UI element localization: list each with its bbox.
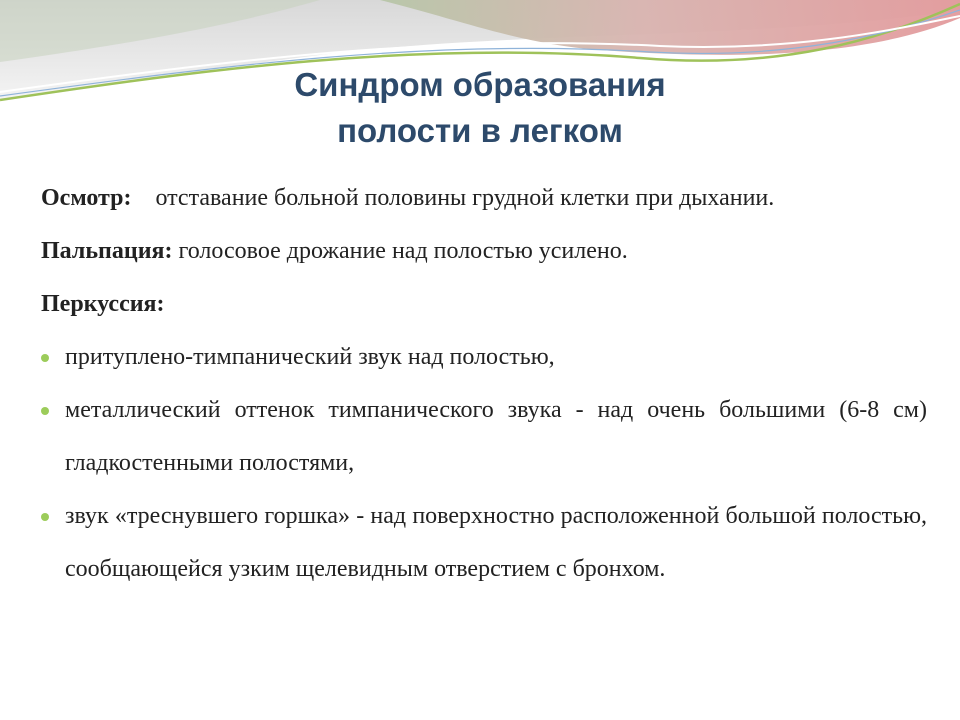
bullet-text: металлический оттенок тимпанического звука - над очень большими (6-8 см) гладкостенными полостями, <box>65 397 927 476</box>
bullet-icon <box>41 513 49 521</box>
title-line-2: полости в легком <box>337 112 623 149</box>
osmotr-text: отставание больной половины грудной клетки при дыхании. <box>155 185 775 211</box>
palpation-text: голосовое дрожание над полостью усилено. <box>178 238 628 264</box>
bullet-icon <box>41 407 49 415</box>
percussion-paragraph <box>41 278 927 331</box>
slide-title <box>170 62 790 154</box>
bullet-text: звук «треснувшего горшка» - над поверхностно расположенной большой полостью, сообщающейся узким щелевидным отверстием с бронхом. <box>65 503 927 582</box>
palpation-paragraph <box>41 225 927 278</box>
percussion-label: Перкуссия: <box>41 291 165 317</box>
slide-body <box>41 172 927 596</box>
percussion-bullet-list <box>41 331 927 596</box>
list-item <box>41 490 927 596</box>
bullet-text: притуплено-тимпанический звук над полостью, <box>65 344 555 370</box>
osmotr-paragraph <box>41 172 927 225</box>
list-item <box>41 331 927 384</box>
osmotr-label: Осмотр: <box>41 185 132 211</box>
list-item <box>41 384 927 490</box>
palpation-label: Пальпация: <box>41 238 173 264</box>
bullet-icon <box>41 354 49 362</box>
title-line-1: Синдром образования <box>294 66 666 103</box>
